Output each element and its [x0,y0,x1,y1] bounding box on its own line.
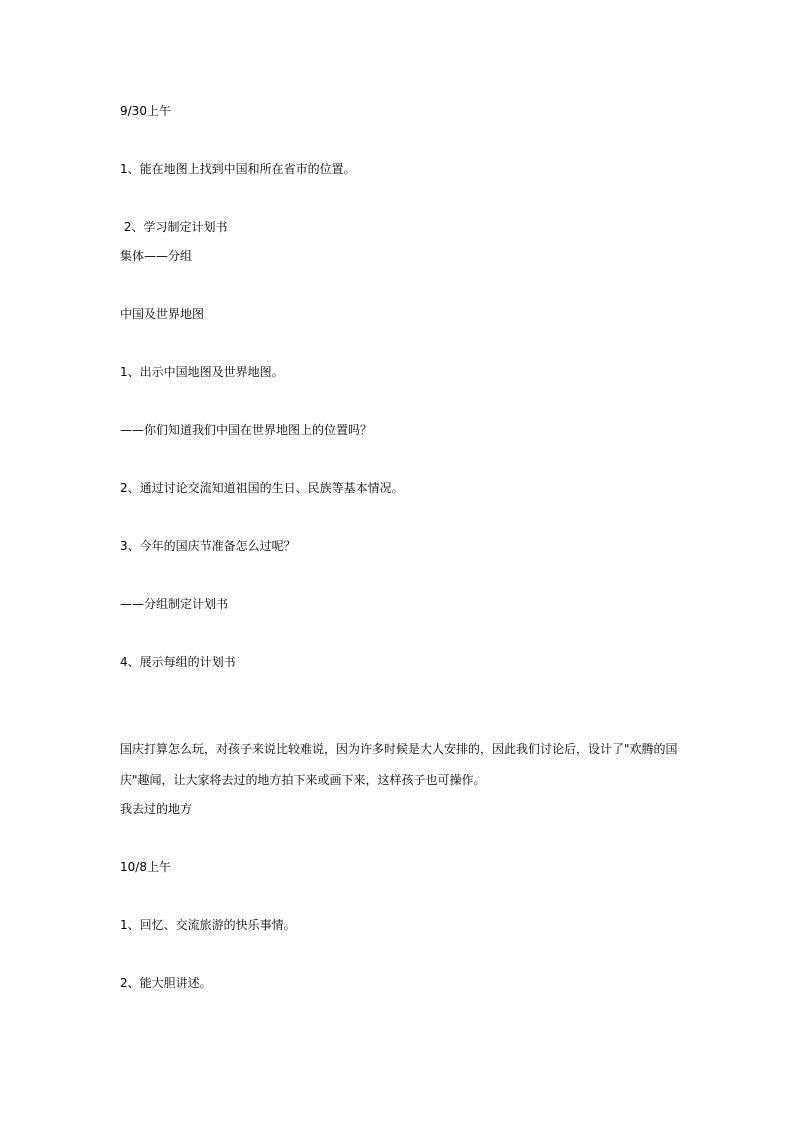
question-line: ——你们知道我们中国在世界地图上的位置吗？ [120,423,373,437]
step-4: 4、展示每组的计划书 [120,655,236,669]
goal-item-1-b: 1、回忆、交流旅游的快乐事情。 [120,918,296,932]
organization-line: 集体——分组 [120,249,193,263]
date-heading-1008: 10/8上午 [120,860,171,874]
group-plan-line: ——分组制定计划书 [120,597,229,611]
goal-item-2-b: 2、能大胆讲述。 [120,976,212,990]
goal-item-1: 1、能在地图上找到中国和所在省市的位置。 [120,162,356,176]
step-3: 3、今年的国庆节准备怎么过呢？ [120,539,296,553]
date-heading-0930: 9/30上午 [120,104,171,118]
step-1: 1、出示中国地图及世界地图。 [120,365,284,379]
step-2: 2、通过讨论交流知道祖国的生日、民族等基本情况。 [120,481,404,495]
goal-item-2: 2、学习制定计划书 [120,220,228,234]
reflection-paragraph-line-1: 国庆打算怎么玩，对孩子来说比较难说，因为许多时候是大人安排的，因此我们讨论后，设计了"欢腾的国 [120,742,678,756]
reflection-paragraph-line-2: 庆"趣闻，让大家将去过的地方拍下来或画下来，这样孩子也可操作。 [120,773,486,787]
activity-title: 我去过的地方 [120,802,193,816]
materials-line: 中国及世界地图 [120,307,205,321]
